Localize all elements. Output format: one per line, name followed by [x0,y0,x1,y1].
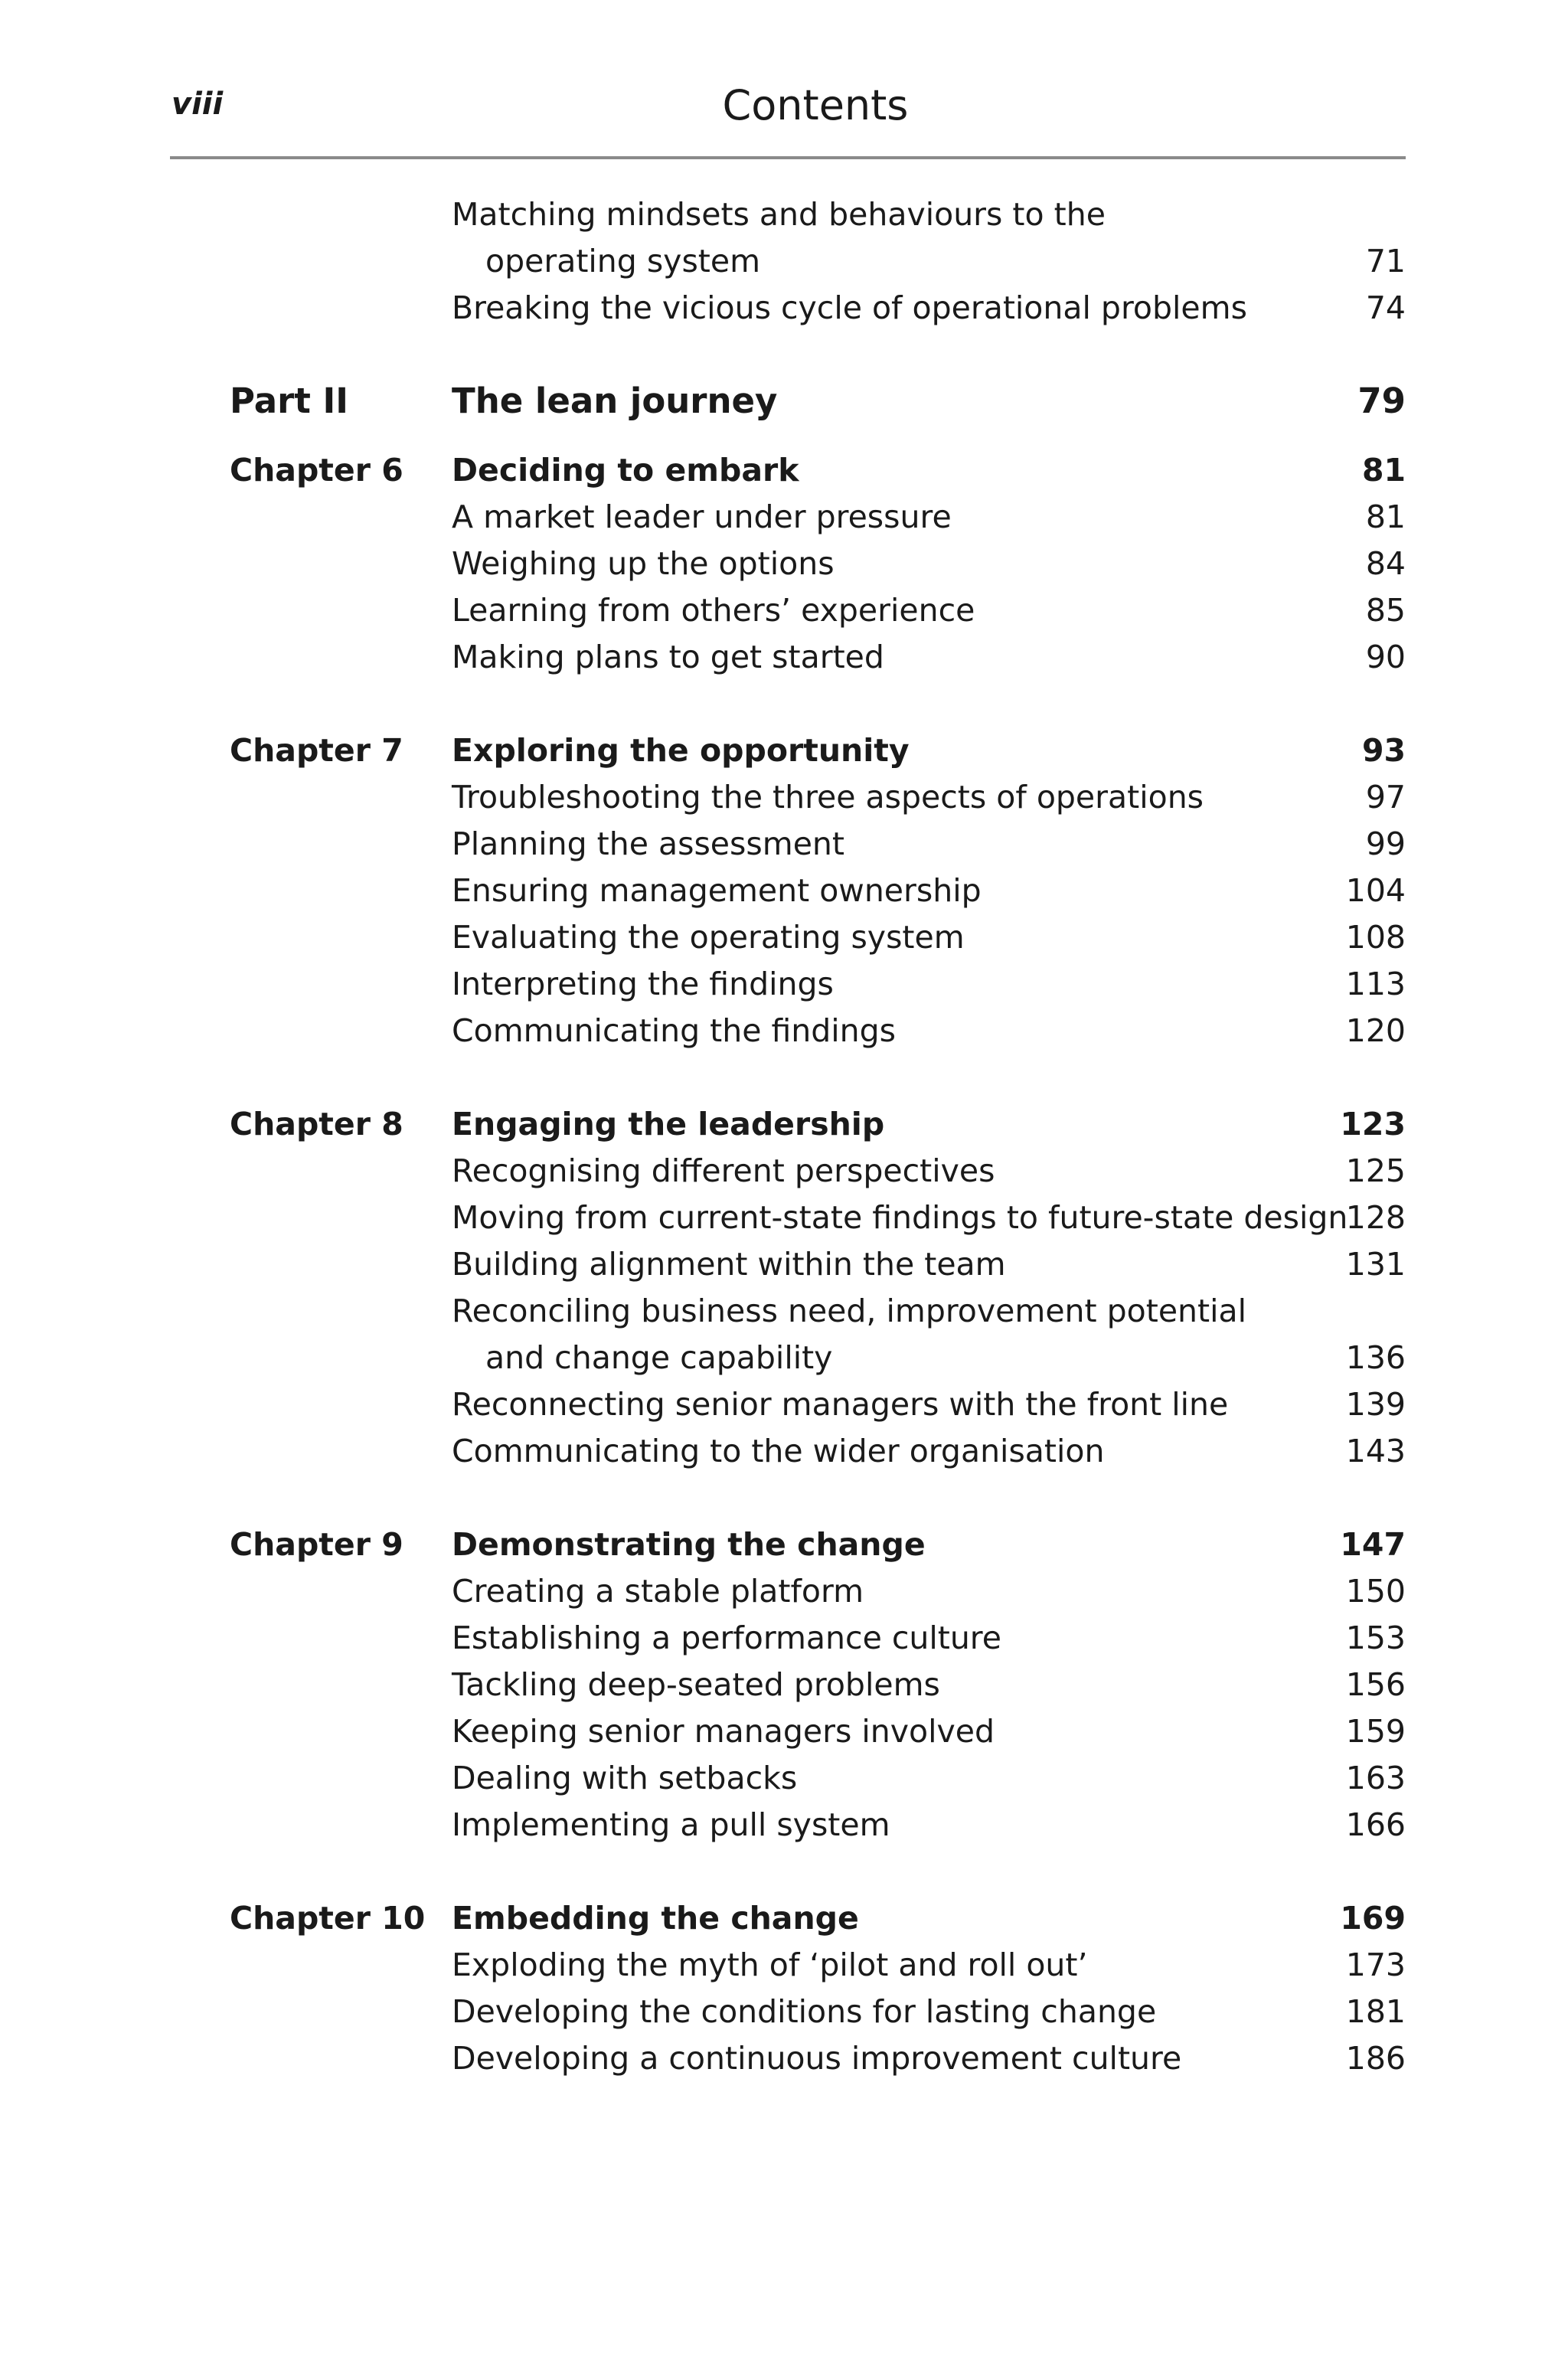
toc-entry-title: The lean journey [452,381,778,421]
toc-entry-title: Breaking the vicious cycle of operational problems [452,289,1247,326]
chapter-heading [0,447,1568,494]
toc-entry [0,1288,1568,1335]
chapter-heading [0,727,1568,774]
toc-entry-title: and change capability [485,1339,833,1376]
toc-entry-title: Reconnecting senior managers with the front line [452,1386,1229,1423]
toc-entry-page: 108 [1345,919,1406,956]
toc-entry-page: 93 [1361,732,1406,769]
toc-entry [0,494,1568,541]
toc-entry [0,1241,1568,1288]
toc-entry-page: 84 [1365,545,1406,582]
toc-entry-page: 139 [1345,1386,1406,1423]
toc-entry-page: 181 [1345,1993,1406,2030]
header-rule [170,156,1406,159]
toc-entry-page: 81 [1365,498,1406,535]
toc-entry-page: 104 [1345,872,1406,909]
toc-entry [0,1802,1568,1848]
toc-entry-title: Interpreting the findings [452,966,834,1002]
toc-entry-title: Planning the assessment [452,825,844,862]
toc-entry-title: Making plans to get started [452,639,884,675]
toc-entry-title: Demonstrating the change [452,1526,926,1563]
toc-entry [0,1989,1568,2035]
toc-entry [0,1568,1568,1615]
toc-entry-title: operating system [485,243,761,279]
toc-entry-page: 166 [1345,1806,1406,1843]
toc-entry [0,587,1568,634]
toc-entry-title: Keeping senior managers involved [452,1713,995,1750]
toc-entry-title: Implementing a pull system [452,1806,890,1843]
toc-entry-title: Developing a continuous improvement culture [452,2040,1182,2077]
toc-entry-page: 169 [1340,1900,1406,1937]
toc-entry [0,1755,1568,1802]
toc-entry [0,961,1568,1008]
toc-entry-page: 85 [1365,592,1406,629]
toc-entry-title: Communicating to the wider organisation [452,1433,1105,1469]
toc-entry [0,1428,1568,1475]
toc-entry-page: 173 [1345,1947,1406,1983]
toc-entry [0,1008,1568,1054]
toc-entry-title: Communicating the findings [452,1012,897,1049]
toc-entry [0,1662,1568,1708]
toc-entry-label: Chapter 6 [230,452,403,489]
toc-entry-title: Moving from current-state findings to future-state design [452,1199,1348,1236]
toc-entry [0,238,1568,285]
toc-entry [0,541,1568,587]
chapter-heading [0,1895,1568,1942]
toc-entry [0,1942,1568,1989]
toc-entry-title: Tackling deep-seated problems [452,1666,940,1703]
toc-entry [0,914,1568,961]
toc-entry-page: 147 [1340,1526,1406,1563]
part-heading [0,378,1568,424]
toc-entry [0,285,1568,332]
toc-entry-label: Part II [230,381,348,421]
toc-entry-title: Evaluating the operating system [452,919,965,956]
toc-entry-page: 79 [1357,381,1406,421]
toc-entry [0,191,1568,238]
chapter-heading [0,1522,1568,1568]
toc-entry-page: 150 [1345,1573,1406,1610]
toc-entry-page: 99 [1365,825,1406,862]
toc-entry-page: 163 [1345,1760,1406,1796]
toc-entry-title: Learning from others’ experience [452,592,975,629]
toc-entry [0,1615,1568,1662]
toc-entry-page: 159 [1345,1713,1406,1750]
toc-entry-title: Exploring the opportunity [452,732,910,769]
toc-entry [0,634,1568,681]
toc-entry-page: 113 [1345,966,1406,1002]
toc-entry-title: Creating a stable platform [452,1573,864,1610]
running-head: Contents [722,81,909,129]
toc-entry-title: Exploding the myth of ‘pilot and roll out’ [452,1947,1088,1983]
toc-entry [0,1195,1568,1241]
toc-entry-page: 136 [1345,1339,1406,1376]
toc-entry [0,2035,1568,2082]
toc-entry [0,1148,1568,1195]
toc-entry-page: 131 [1345,1246,1406,1283]
toc-entry [0,1381,1568,1428]
toc-entry-title: Dealing with setbacks [452,1760,798,1796]
toc-entry-title: Building alignment within the team [452,1246,1006,1283]
toc-entry-page: 81 [1361,452,1406,489]
toc-entry-page: 143 [1345,1433,1406,1469]
toc-entry-title: Developing the conditions for lasting change [452,1993,1157,2030]
chapter-heading [0,1101,1568,1148]
toc-entry-page: 120 [1345,1012,1406,1049]
toc-entry-title: Embedding the change [452,1900,859,1937]
toc-entry-page: 74 [1365,289,1406,326]
toc-entry-page: 153 [1345,1620,1406,1656]
toc-entry-label: Chapter 9 [230,1526,403,1563]
toc-entry-page: 71 [1365,243,1406,279]
toc-entry-page: 186 [1345,2040,1406,2077]
toc-entry-page: 128 [1345,1199,1406,1236]
toc-entry [0,868,1568,914]
toc-entry-title: Matching mindsets and behaviours to the [452,196,1106,233]
toc-entry-title: Weighing up the options [452,545,835,582]
toc-entry-title: A market leader under pressure [452,498,952,535]
toc-entry-page: 90 [1365,639,1406,675]
toc-entry-page: 125 [1345,1152,1406,1189]
toc-entry [0,774,1568,821]
toc-entry-title: Establishing a performance culture [452,1620,1001,1656]
toc-entry-title: Recognising different perspectives [452,1152,995,1189]
toc-entry-title: Ensuring management ownership [452,872,982,909]
toc-entry-page: 97 [1365,779,1406,816]
toc-entry [0,821,1568,868]
toc-entry [0,1708,1568,1755]
toc-entry-label: Chapter 8 [230,1106,403,1142]
toc-entry-page: 156 [1345,1666,1406,1703]
toc-entry-title: Engaging the leadership [452,1106,885,1142]
toc-entry-page: 123 [1340,1106,1406,1142]
toc-entry-label: Chapter 10 [230,1900,426,1937]
toc-entry-title: Deciding to embark [452,452,799,489]
toc-entry-title: Troubleshooting the three aspects of operations [452,779,1204,816]
toc-entry [0,1335,1568,1381]
toc-entry-label: Chapter 7 [230,732,403,769]
toc-entry-title: Reconciling business need, improvement potential [452,1293,1247,1329]
page-number: viii [172,87,224,122]
